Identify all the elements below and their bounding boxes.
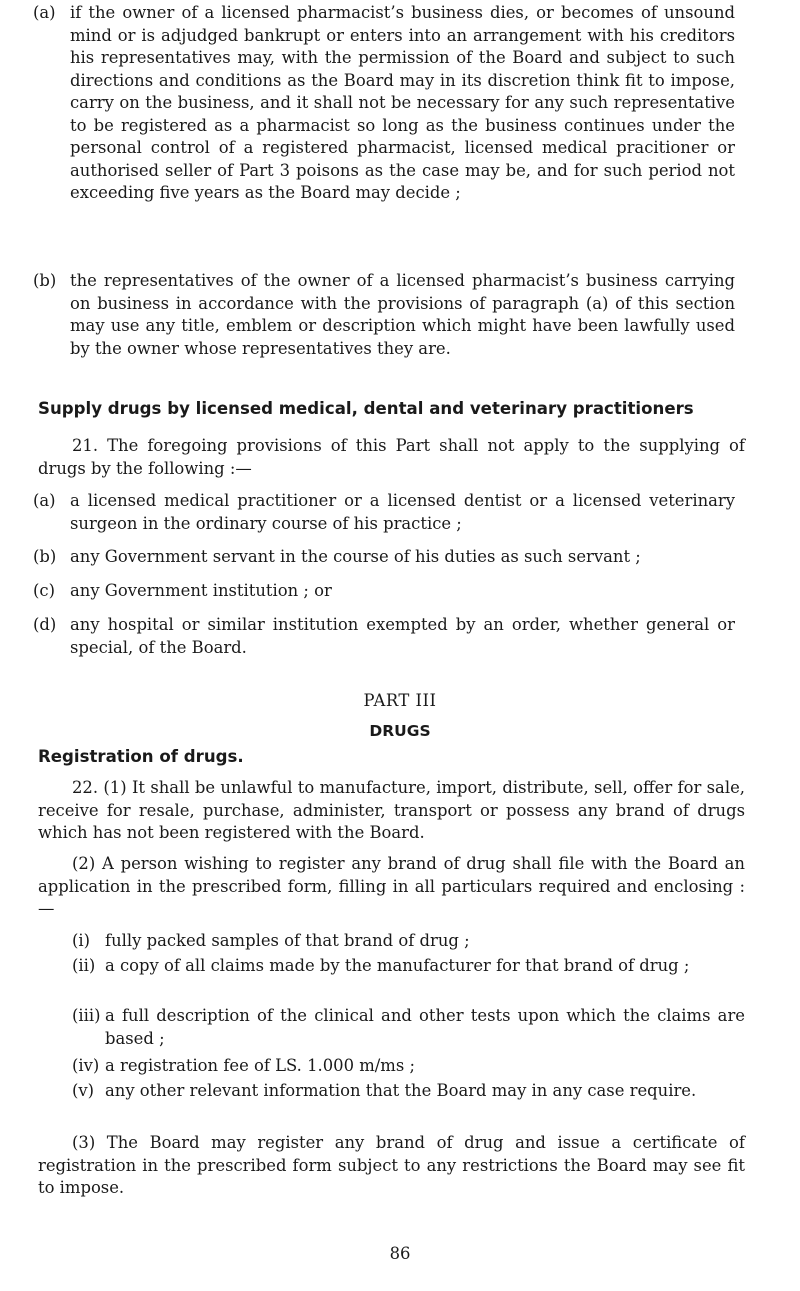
item-text: a full description of the clinical and other tests upon which the claims are based ;	[105, 1006, 745, 1048]
para-text: 22. (1) It shall be unlawful to manufacture, import, distribute, sell, offer for sale, receive for resale, purchase, administer, transport or possess any brand of drugs which has not been registered with the Board.	[38, 778, 745, 842]
item-text: any Government servant in the course of his duties as such servant ;	[70, 547, 641, 566]
item-label: (a)	[33, 491, 56, 510]
section-21-item-b	[33, 546, 735, 569]
item-label: (iii)	[72, 1006, 101, 1025]
para-text: (2) A person wishing to register any brand of drug shall file with the Board an application in the prescribed form, filling in all particulars required and enclosing :—	[38, 854, 745, 918]
heading-supply-drugs: Supply drugs by licensed medical, dental and veterinary practitioners	[38, 399, 694, 418]
section-22-item-i	[72, 930, 745, 953]
section-21-item-c	[33, 580, 735, 603]
item-text: a registration fee of LS. 1.000 m/ms ;	[105, 1056, 415, 1075]
item-label: (v)	[72, 1081, 95, 1100]
item-label: (iv)	[72, 1056, 100, 1075]
section-22-item-iii	[72, 1005, 745, 1050]
item-text: any hospital or similar institution exempted by an order, whether general or special, of the Board.	[70, 615, 735, 657]
section-22-para-3	[38, 1132, 745, 1200]
section-22-item-v	[72, 1080, 745, 1103]
para-text: (3) The Board may register any brand of drug and issue a certificate of registration in the prescribed form subject to any restrictions the Board may see fit to impose.	[38, 1133, 745, 1197]
section-20-para-b	[33, 270, 735, 360]
item-label: (i)	[72, 931, 91, 950]
section-22-para-1	[38, 777, 745, 845]
item-label: (b)	[33, 547, 57, 566]
page-number: 86	[389, 1244, 411, 1263]
para-label: (a)	[33, 3, 56, 22]
part-title: PART III	[363, 691, 437, 710]
item-text: any Government institution ; or	[70, 581, 332, 600]
item-text: a licensed medical practitioner or a licensed dentist or a licensed veterinary surgeon in the ordinary course of his practice ;	[70, 491, 735, 533]
para-text: if the owner of a licensed pharmacist’s business dies, or becomes of unsound mind or is adjudged bankrupt or enters into an arrangement with his creditors his representatives may, with the permission of the Board and subject to such directions and conditions as the Board may in its discretion think fit to impose, carry on the business, and it shall not be necessary for any such representative to be registered as a pharmacist so long as the business continues under the personal control of a registered pharmacist, licensed medical pracitioner or authorised seller of Part 3 poisons as the case may be, and for such period not exceeding five years as the Board may decide ;	[70, 3, 735, 202]
section-22-item-iv	[72, 1055, 745, 1078]
part-subtitle: DRUGS	[369, 722, 431, 740]
section-22-item-ii	[72, 955, 745, 978]
item-text: a copy of all claims made by the manufacturer for that brand of drug ;	[105, 956, 690, 975]
item-label: (c)	[33, 581, 55, 600]
para-label: (b)	[33, 271, 57, 290]
section-20-para-a	[33, 2, 735, 205]
heading-registration: Registration of drugs.	[38, 747, 244, 766]
para-text: the representatives of the owner of a licensed pharmacist’s business carrying on business in accordance with the provisions of paragraph (a) of this section may use any title, emblem or description which might have been lawfully used by the owner whose representatives they are.	[70, 271, 735, 358]
item-text: any other relevant information that the Board may in any case require.	[105, 1081, 697, 1100]
item-text: fully packed samples of that brand of drug ;	[105, 931, 470, 950]
section-21-text: 21. The foregoing provisions of this Part shall not apply to the supplying of drugs by the following :—	[38, 436, 745, 478]
item-label: (d)	[33, 615, 57, 634]
section-22-para-2	[38, 853, 745, 921]
section-21-intro	[38, 435, 745, 480]
section-21-item-a	[33, 490, 735, 535]
section-21-item-d	[33, 614, 735, 659]
item-label: (ii)	[72, 956, 96, 975]
